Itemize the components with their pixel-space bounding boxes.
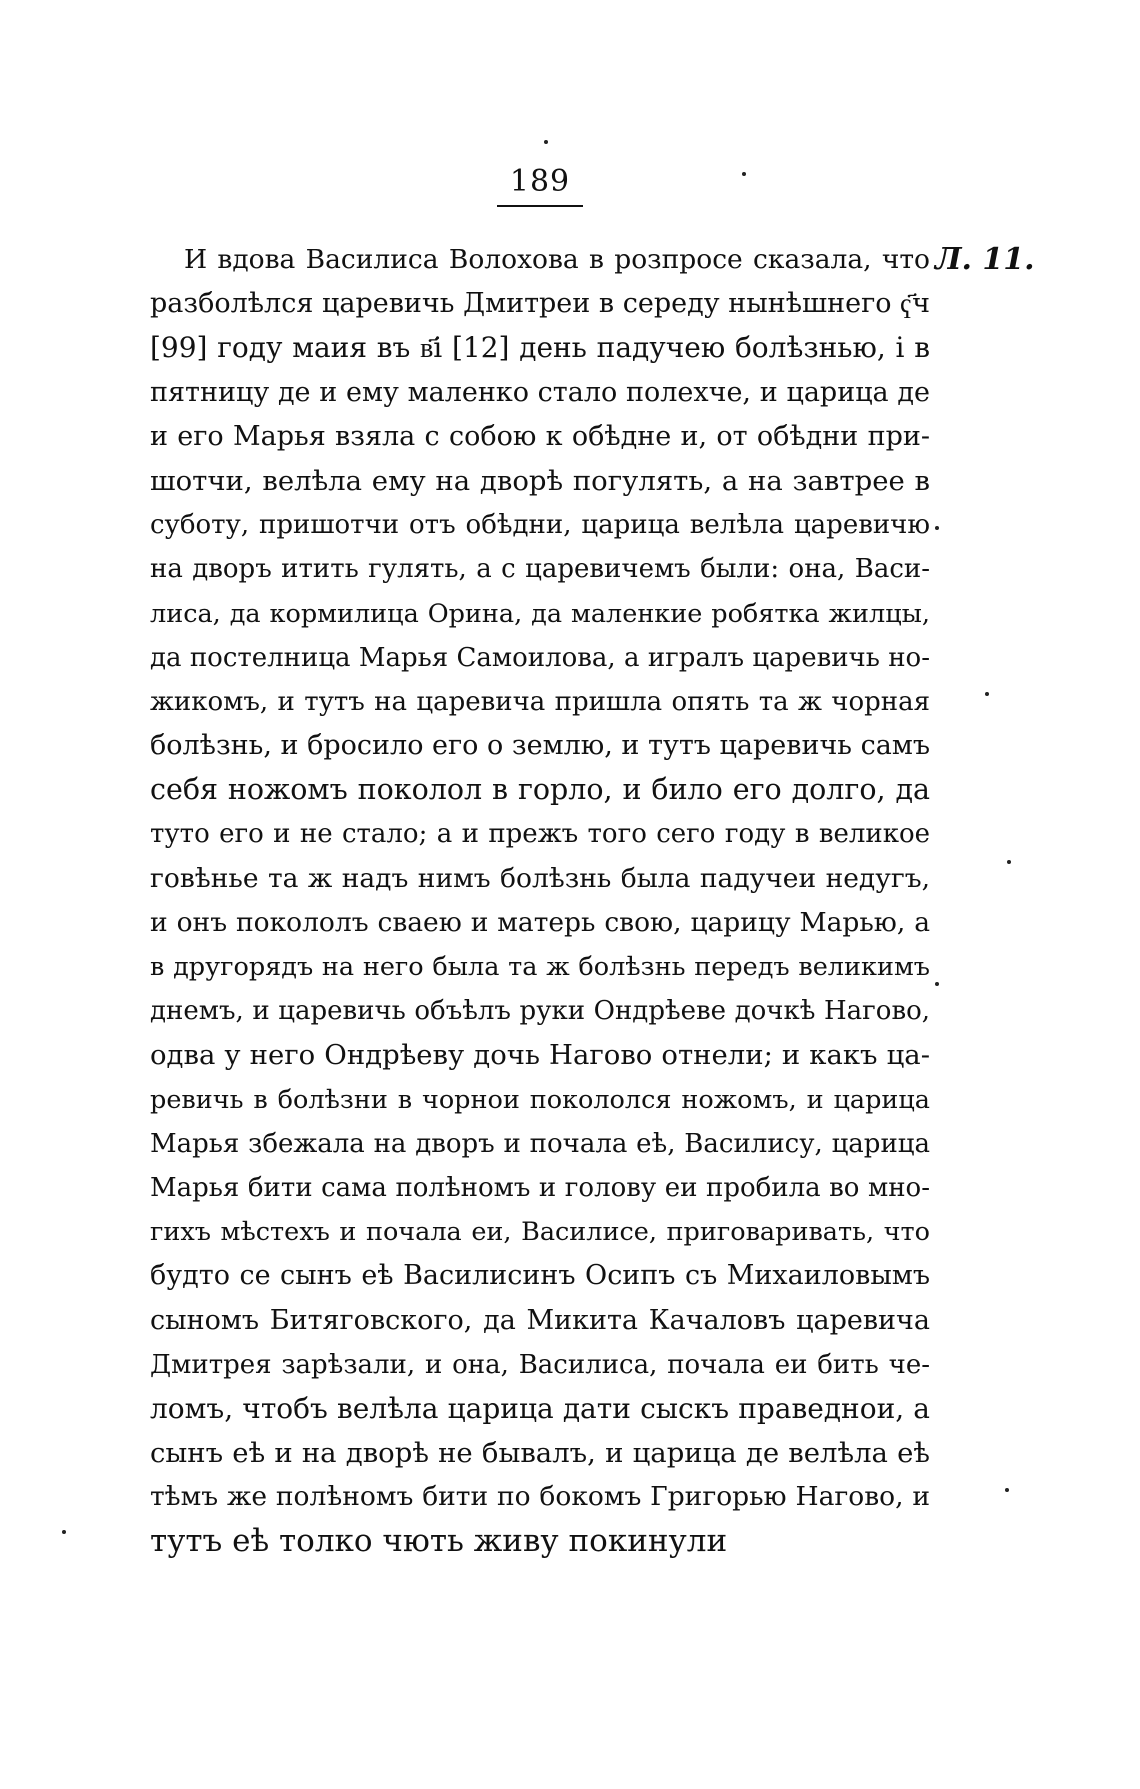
text-line: туто его и не стало; а и прежъ того сего году в великое [150,819,930,850]
text-line: Марья збежала на дворъ и почала еѣ, Василису, царица [150,1128,930,1159]
text-line: ревичь в болѣзни в чорнои покололся ножомъ, и царица [150,1084,930,1115]
text-line: гихъ мѣстехъ и почала еи, Василисе, приговаривать, что [150,1217,930,1248]
text-line: сыномъ Битяговского, да Микита Качаловъ царевича [150,1304,930,1336]
text-line: и его Марья взяла с собою к обѣдне и, от обѣдни при- [150,420,930,452]
text-line: на дворъ итить гулять, а с царевичемъ были: она, Васи- [150,554,930,585]
text-line: будто се сынъ еѣ Василисинъ Осипъ съ Михаиловымъ [150,1260,930,1292]
text-line: днемъ, и царевичь объѣлъ руки Ондрѣеве дочкѣ Нагово, [150,996,930,1027]
text-line: [99] году маия въ в҃і [12] день падучею болѣзнью, і в [150,331,930,365]
text-line: и онъ покололъ сваею и матерь свою, царицу Марью, а [150,906,930,938]
text-line: болѣзнь, и бросило его о землю, и тутъ царевичь самъ [150,730,930,762]
text-line: пятницу де и ему маленко стало полехче, и царица де [150,376,930,408]
print-speck [935,982,939,986]
text-line: сынъ еѣ и на дворѣ не бывалъ, и царица де велѣла еѣ [150,1437,930,1470]
text-line: жикомъ, и тутъ на царевича пришла опять та ж чорная [150,686,930,717]
print-speck [1005,1488,1009,1492]
page-number: 189 [509,164,571,199]
text-line: одва у него Ондрѣеву дочь Нагово отнели; и какъ ца- [150,1039,930,1072]
text-line: тѣмъ же полѣномъ бити по бокомъ Григорью Нагово, и [150,1481,930,1513]
text-line: ломъ, чтобъ велѣла царица дати сыскъ праведнои, а [150,1391,930,1425]
text-line: Марья бити сама полѣномъ и голову еи пробила во мно- [150,1172,930,1203]
text-line: да постелница Марья Самоилова, а игралъ царевичь но- [150,642,930,673]
print-speck [1007,860,1011,864]
text-line: Дмитрея зарѣзали, и она, Василиса, почала еи бить че- [150,1349,930,1380]
text-line: в другорядъ на него была та ж болѣзнь передъ великимъ [150,952,930,982]
print-speck [935,526,939,530]
text-line: говѣнье та ж надъ нимъ болѣзнь была падучеи недугъ, [150,862,930,894]
body-text [150,238,930,1564]
print-speck [985,692,989,696]
folio-margin-note: Л. 11. [935,242,1035,277]
print-speck [742,172,746,176]
text-line: тутъ еѣ толко чють живу покинули [150,1523,728,1560]
page-number-rule [497,205,583,207]
text-line: лиса, да кормилица Орина, да маленкие робятка жилцы, [150,598,930,629]
text-line: И вдова Василиса Волохова в розпросе сказала, что [184,244,930,275]
text-line: шотчи, велѣла ему на дворѣ погулять, а на завтрее в [150,464,930,497]
print-speck [544,140,548,144]
text-line: суботу, пришотчи отъ обѣдни, царица велѣла царевичю [150,510,930,541]
text-line: разболѣлся царевичь Дмитреи в середу нынѣшнего ҁ҃ч [150,288,930,320]
text-line: себя ножомъ поколол в горло, и било его долго, да [150,773,930,807]
print-speck [62,1530,66,1534]
